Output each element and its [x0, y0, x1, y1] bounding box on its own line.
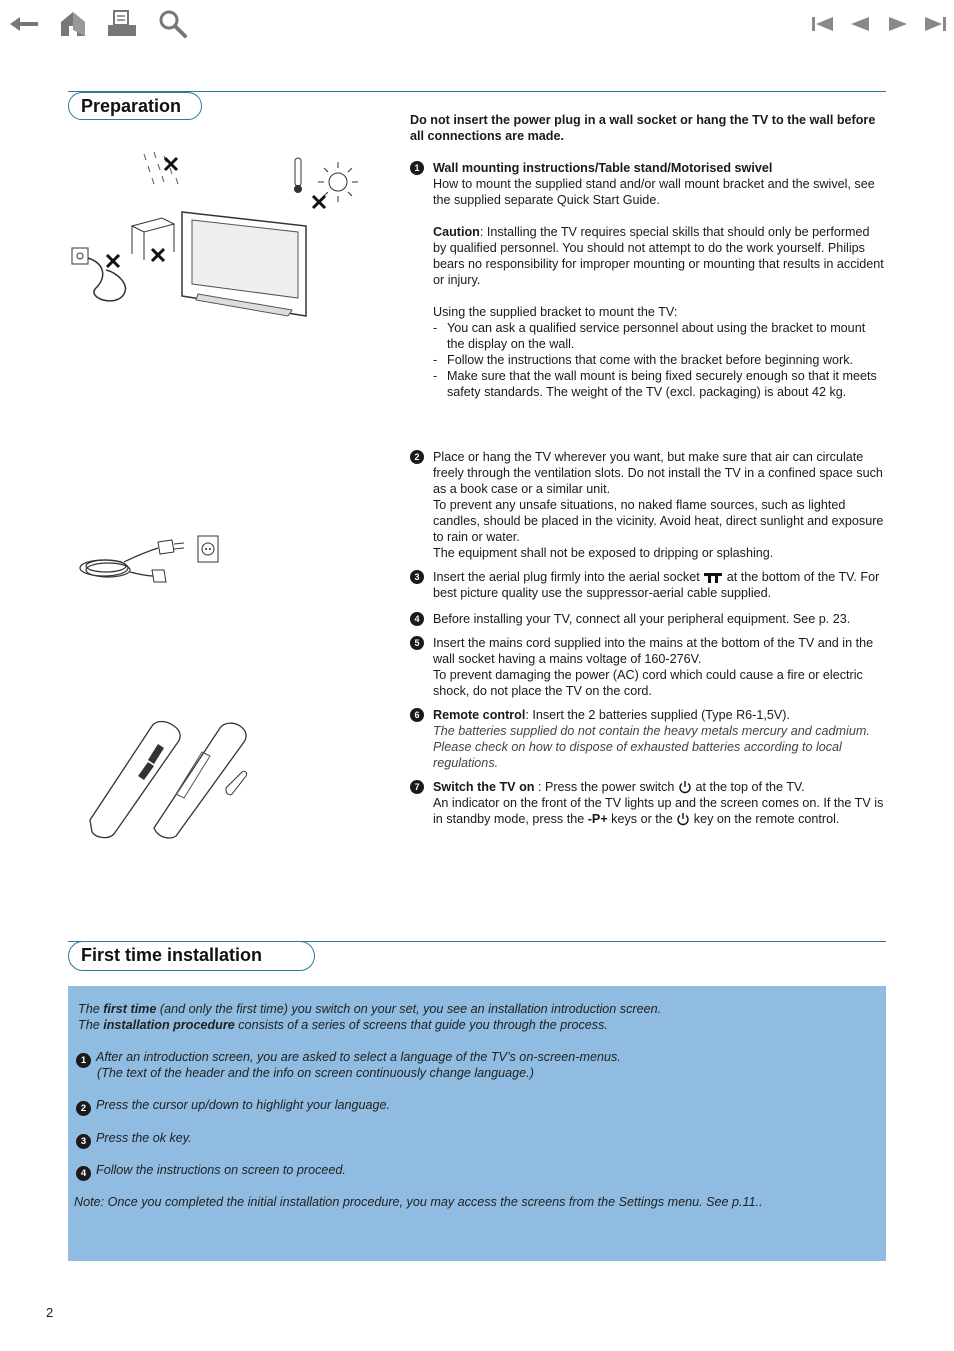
- install-step-1: 1 After an introduction screen, you are asked to select a language of the TV’s on-screen-menus.: [76, 1049, 876, 1068]
- list-item: - Follow the instructions that come with the bracket before beginning work.: [433, 352, 886, 368]
- step-number: 2: [410, 450, 424, 464]
- preparation-item-2: [410, 449, 886, 561]
- item-text: To prevent any unsafe situations, no naked flame sources, such as lighted candles, should be placed in the vicinity. Avoid heat, direct sunlight and exposure to rain or water.: [433, 498, 884, 544]
- item-text: An indicator on the front of the TV lights up and the screen comes on. If the TV is in standby mode, press the -P+ keys or the key on the remote control.: [433, 796, 884, 826]
- step-number: 6: [410, 708, 424, 722]
- caution-label: Caution: [433, 225, 480, 239]
- mains-cord-illustration: [76, 528, 226, 588]
- back-button[interactable]: [8, 8, 40, 40]
- item-text: The equipment shall not be exposed to dripping or splashing.: [433, 546, 774, 560]
- item-heading: Wall mounting instructions/Table stand/Motorised swivel: [433, 161, 773, 175]
- caution-paragraph: [433, 224, 886, 288]
- step-number: 1: [410, 161, 424, 175]
- first-page-button[interactable]: [807, 8, 839, 40]
- warning-text: Do not insert the power plug in a wall socket or hang the TV to the wall before all connections are made.: [410, 113, 876, 143]
- list-item: - You can ask a qualified service personnel about using the bracket to mount the display on the wall.: [433, 320, 886, 352]
- item-text: Place or hang the TV wherever you want, but make sure that air can circulate freely through the ventilation slots. Do not install the TV in a confined space such as a book case or a similar unit.: [433, 450, 883, 496]
- step-number: 4: [410, 612, 424, 626]
- previous-icon: [844, 8, 876, 40]
- bracket-list: [433, 320, 886, 400]
- bracket-intro: Using the supplied bracket to mount the TV:: [433, 305, 678, 319]
- aerial-socket-icon: [703, 572, 723, 584]
- preparation-item-6: [410, 707, 886, 771]
- caution-text: : Installing the TV requires special skills that should only be performed by qualified personnel. You should not attempt to do the work yourself. Philips bears no responsibility for improper mounting or mounting that results in accident or injury.: [433, 225, 884, 287]
- home-button[interactable]: [57, 8, 89, 40]
- install-step-1-sub: (The text of the header and the info on screen continuously change language.): [97, 1066, 534, 1080]
- item-text: Insert the mains cord supplied into the mains at the bottom of the TV and in the wall socket having a mains voltage of 160-276V.: [433, 636, 874, 666]
- search-button[interactable]: [156, 8, 188, 40]
- item-text: Before installing your TV, connect all your peripheral equipment. See p. 23.: [433, 612, 851, 626]
- intro-line-1: The first time (and only the first time) you switch on your set, you see an installation introduction screen.: [78, 1002, 662, 1016]
- item-text: Switch the TV on : Press the power switch at the top of the TV.: [433, 780, 805, 794]
- item-text: Remote control: Insert the 2 batteries supplied (Type R6-1,5V).: [433, 708, 790, 722]
- section-title-preparation: Preparation: [68, 92, 202, 120]
- item-text: Insert the aerial plug firmly into the aerial socket at the bottom of the TV. For best picture quality use the suppressor-aerial cable supplied.: [433, 570, 880, 600]
- power-icon: [678, 780, 692, 794]
- home-icon: [57, 8, 89, 40]
- next-page-button[interactable]: [882, 8, 914, 40]
- step-number: 5: [410, 636, 424, 650]
- previous-page-button[interactable]: [844, 8, 876, 40]
- power-icon: [676, 812, 690, 826]
- install-step-3: 3 Press the ok key.: [76, 1130, 876, 1149]
- search-icon: [156, 8, 188, 40]
- item-text: How to mount the supplied stand and/or wall mount bracket and the swivel, see the supplied separate Quick Start Guide.: [433, 177, 875, 207]
- page-number: 2: [46, 1305, 54, 1320]
- preparation-item-7: [410, 779, 886, 827]
- last-page-button[interactable]: [919, 8, 951, 40]
- preparation-item-3: [410, 569, 886, 601]
- skip-last-icon: [919, 8, 951, 40]
- skip-first-icon: [807, 8, 839, 40]
- tv-placement-illustration: [66, 148, 366, 320]
- section-title-first-install: First time installation: [68, 941, 315, 971]
- next-icon: [882, 8, 914, 40]
- install-step-2: 2 Press the cursor up/down to highlight your language.: [76, 1097, 876, 1116]
- print-button[interactable]: [106, 8, 138, 40]
- settings-note: Note: Once you completed the initial installation procedure, you may access the screens from the Settings menu. See p.11..: [74, 1195, 763, 1209]
- step-number: 3: [410, 570, 424, 584]
- step-number: 7: [410, 780, 424, 794]
- preparation-item-1: [410, 160, 886, 400]
- intro-line-2: The installation procedure consists of a series of screens that guide you through the process.: [78, 1018, 608, 1032]
- preparation-item-4: [410, 611, 886, 627]
- list-item: - Make sure that the wall mount is being fixed securely enough so that it meets safety standards. The weight of the TV (excl. packaging) is about 42 kg.: [433, 368, 886, 400]
- item-text: To prevent damaging the power (AC) cord which could cause a fire or electric shock, do not place the TV on the cord.: [433, 668, 863, 698]
- preparation-item-5: [410, 635, 886, 699]
- print-icon: [106, 8, 138, 40]
- battery-note: The batteries supplied do not contain the heavy metals mercury and cadmium. Please check on how to dispose of exhausted batteries according to local regulations.: [433, 724, 870, 770]
- remote-control-illustration: [84, 718, 264, 840]
- install-step-4: 4 Follow the instructions on screen to proceed.: [76, 1162, 876, 1181]
- arrow-back-icon: [8, 8, 40, 40]
